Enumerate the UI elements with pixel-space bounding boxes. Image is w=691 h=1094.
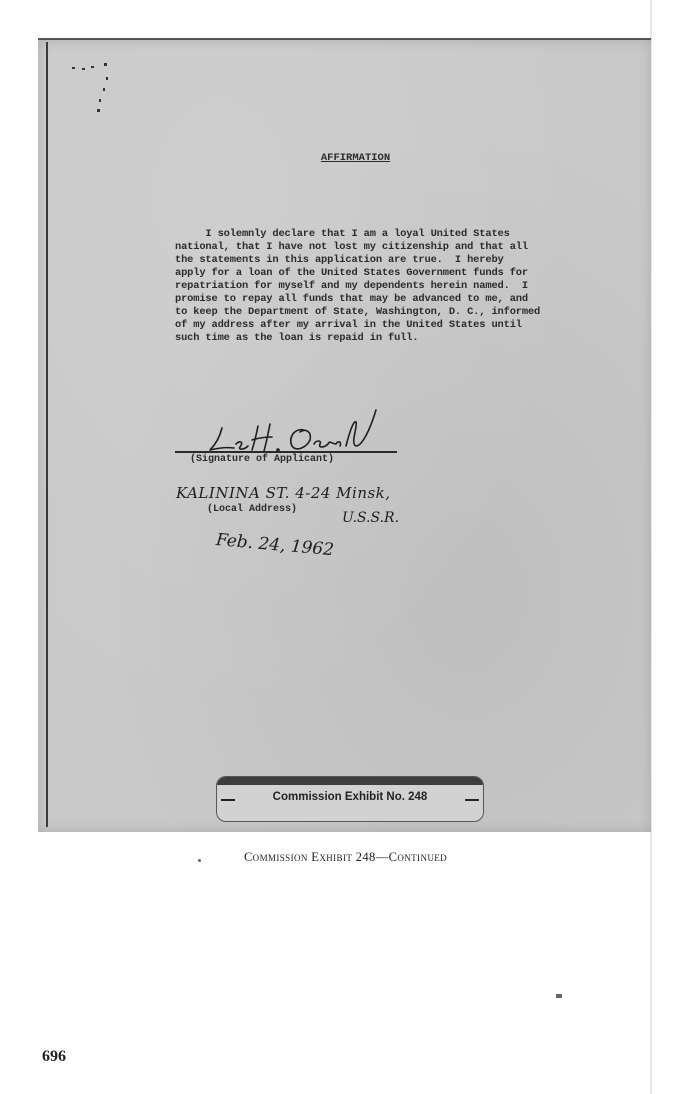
body-line: repatriation for myself and my dependents herein named. I bbox=[175, 280, 528, 292]
signature-line bbox=[175, 451, 397, 453]
stamp-top-bar bbox=[217, 777, 483, 785]
body-line: such time as the loan is repaid in full. bbox=[175, 332, 419, 344]
stamp-dash-right bbox=[465, 799, 479, 801]
exhibit-label: Commission Exhibit No. 248 bbox=[272, 791, 428, 803]
page-number: 696 bbox=[42, 1048, 66, 1065]
stray-marks bbox=[60, 55, 120, 115]
handwritten-address: KALININA ST. 4-24 Minsk, bbox=[176, 484, 391, 502]
exhibit-stamp bbox=[216, 776, 484, 822]
body-line: apply for a loan of the United States Government funds for bbox=[175, 267, 528, 279]
body-line: to keep the Department of State, Washington, D. C., informed bbox=[175, 306, 541, 318]
handwritten-date: Feb. 24, 1962 bbox=[215, 530, 335, 561]
document-title: AFFIRMATION bbox=[320, 152, 391, 164]
signature-caption: (Signature of Applicant) bbox=[190, 454, 335, 465]
address-caption: (Local Address) bbox=[207, 504, 298, 515]
body-line: I solemnly declare that I am a loyal United States bbox=[175, 228, 510, 240]
figure-caption: Commission Exhibit 248—Continued bbox=[243, 850, 448, 864]
stray-mark bbox=[556, 994, 562, 998]
handwritten-country: U.S.S.R. bbox=[342, 510, 400, 526]
body-line: national, that I have not lost my citizenship and that all bbox=[175, 241, 528, 253]
body-line: the statements in this application are true. I hereby bbox=[175, 254, 504, 266]
body-line: promise to repay all funds that may be advanced to me, and bbox=[175, 293, 528, 305]
body-line: of my address after my arrival in the United States until bbox=[175, 319, 522, 331]
